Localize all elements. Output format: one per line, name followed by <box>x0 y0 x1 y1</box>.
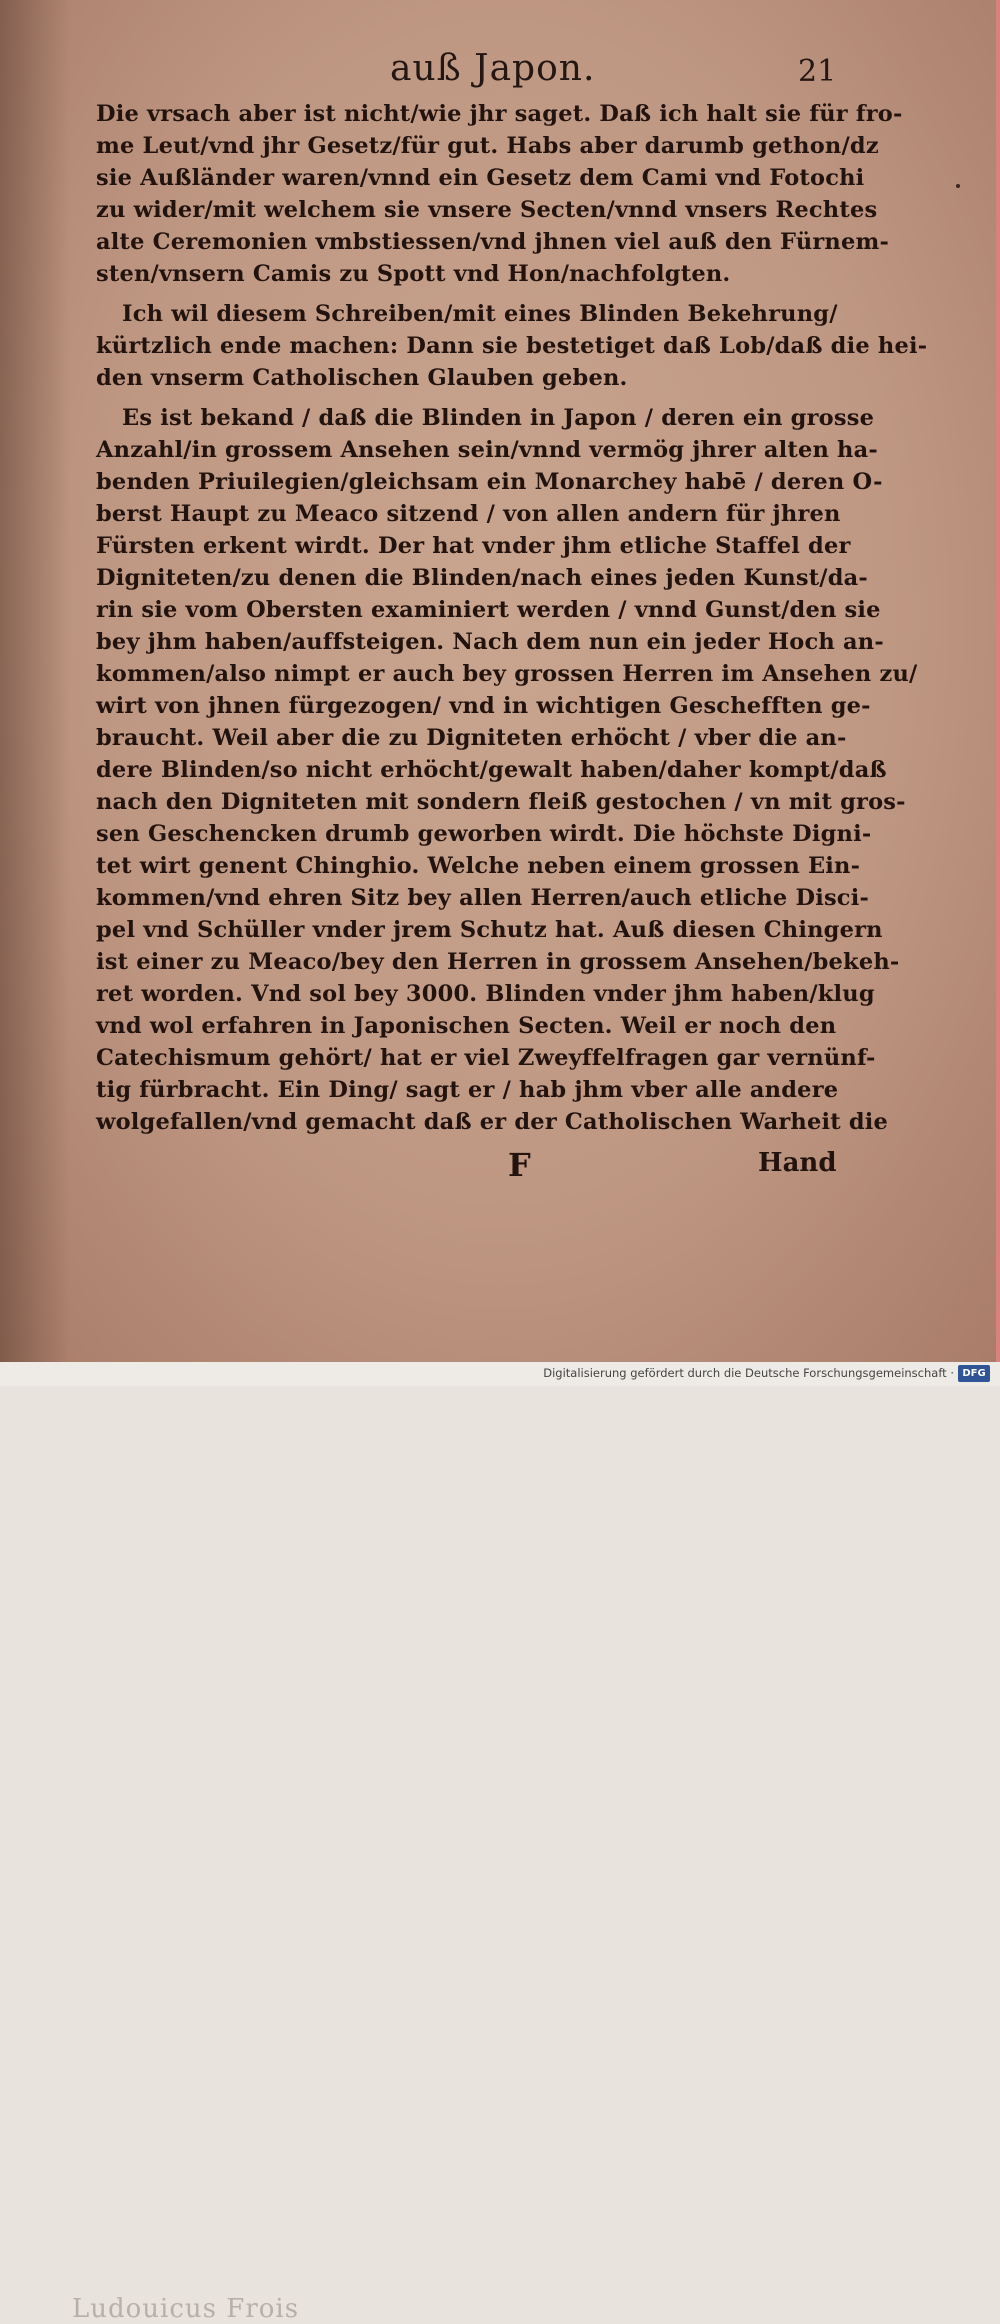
funding-credit: Digitalisierung gefördert durch die Deutsche Forschungsgemeinschaft · <box>543 1366 954 1380</box>
dfg-logo-icon: DFG <box>958 1365 990 1382</box>
text-line: ist einer zu Meaco/bey den Herren in grossem Ansehen/bekeh- <box>96 949 900 975</box>
text-line: berst Haupt zu Meaco sitzend / von allen andern für jhren <box>96 501 841 527</box>
text-line: pel vnd Schüller vnder jrem Schutz hat. Auß diesen Chingern <box>96 917 883 943</box>
text-line: braucht. Weil aber die zu Digniteten erhöcht / vber die an- <box>96 725 847 751</box>
text-line: kürtzlich ende machen: Dann sie bestetiget daß Lob/daß die hei- <box>96 333 928 359</box>
text-line: Es ist bekand / daß die Blinden in Japon / deren ein grosse <box>122 405 875 431</box>
text-line: Digniteten/zu denen die Blinden/nach eines jeden Kunst/da- <box>96 565 868 591</box>
text-line: nach den Digniteten mit sondern fleiß gestochen / vn mit gros- <box>96 789 906 815</box>
text-line: bey jhm haben/auffsteigen. Nach dem nun ein jeder Hoch an- <box>96 629 884 655</box>
text-line: Anzahl/in grossem Ansehen sein/vnnd vermög jhrer alten ha- <box>96 437 878 463</box>
body-text <box>96 98 928 1138</box>
running-title: auß Japon. <box>390 48 596 89</box>
text-line: wolgefallen/vnd gemacht daß er der Catholischen Warheit die <box>96 1109 889 1135</box>
paragraph-gap <box>96 394 836 402</box>
text-line: wirt von jhnen fürgezogen/ vnd in wichtigen Geschefften ge- <box>96 693 871 719</box>
paragraph-gap <box>96 290 836 298</box>
page-number: 21 <box>798 54 837 89</box>
text-line: vnd wol erfahren in Japonischen Secten. Weil er noch den <box>96 1013 837 1039</box>
text-line: Catechismum gehört/ hat er viel Zweyffelfragen gar vernünf- <box>96 1045 876 1071</box>
signature-mark: F <box>508 1146 531 1184</box>
ink-speck <box>956 184 960 188</box>
text-line: sen Geschencken drumb geworben wirdt. Die höchste Digni- <box>96 821 872 847</box>
text-line: kommen/vnd ehren Sitz bey allen Herren/auch etliche Disci- <box>96 885 869 911</box>
text-line: Die vrsach aber ist nicht/wie jhr saget. Daß ich halt sie für fro- <box>96 101 903 127</box>
text-line: alte Ceremonien vmbstiessen/vnd jhnen viel auß den Fürnem- <box>96 229 890 255</box>
page-header <box>0 48 1000 96</box>
text-line: benden Priuilegien/gleichsam ein Monarchey habē / deren O- <box>96 469 883 495</box>
text-line: zu wider/mit welchem sie vnsere Secten/vnnd vnsers Rechtes <box>96 197 878 223</box>
text-line: tig fürbracht. Ein Ding/ sagt er / hab jhm vber alle andere <box>96 1077 839 1103</box>
text-line: sten/vnsern Camis zu Spott vnd Hon/nachfolgten. <box>96 261 731 287</box>
text-line: sie Außländer waren/vnnd ein Gesetz dem Cami vnd Fotochi <box>96 165 865 191</box>
text-line: dere Blinden/so nicht erhöcht/gewalt haben/daher kompt/daß <box>96 757 887 783</box>
text-line: Ich wil diesem Schreiben/mit eines Blinden Bekehrung/ <box>122 301 838 327</box>
text-line: den vnserm Catholischen Glauben geben. <box>96 365 628 391</box>
catchword: Hand <box>758 1148 837 1178</box>
text-line: me Leut/vnd jhr Gesetz/für gut. Habs aber darumb gethon/dz <box>96 133 879 159</box>
bleed-through-text: Ludouicus Frois <box>72 2294 300 2324</box>
text-line: ret worden. Vnd sol bey 3000. Blinden vnder jhm haben/klug <box>96 981 875 1007</box>
text-line: kommen/also nimpt er auch bey grossen Herren im Ansehen zu/ <box>96 661 918 687</box>
text-line: tet wirt genent Chinghio. Welche neben einem grossen Ein- <box>96 853 861 879</box>
text-line: Fürsten erkent wirdt. Der hat vnder jhm etliche Staffel der <box>96 533 851 559</box>
text-line: rin sie vom Obersten examiniert werden / vnnd Gunst/den sie <box>96 597 881 623</box>
credit-bar <box>0 1362 1000 1386</box>
